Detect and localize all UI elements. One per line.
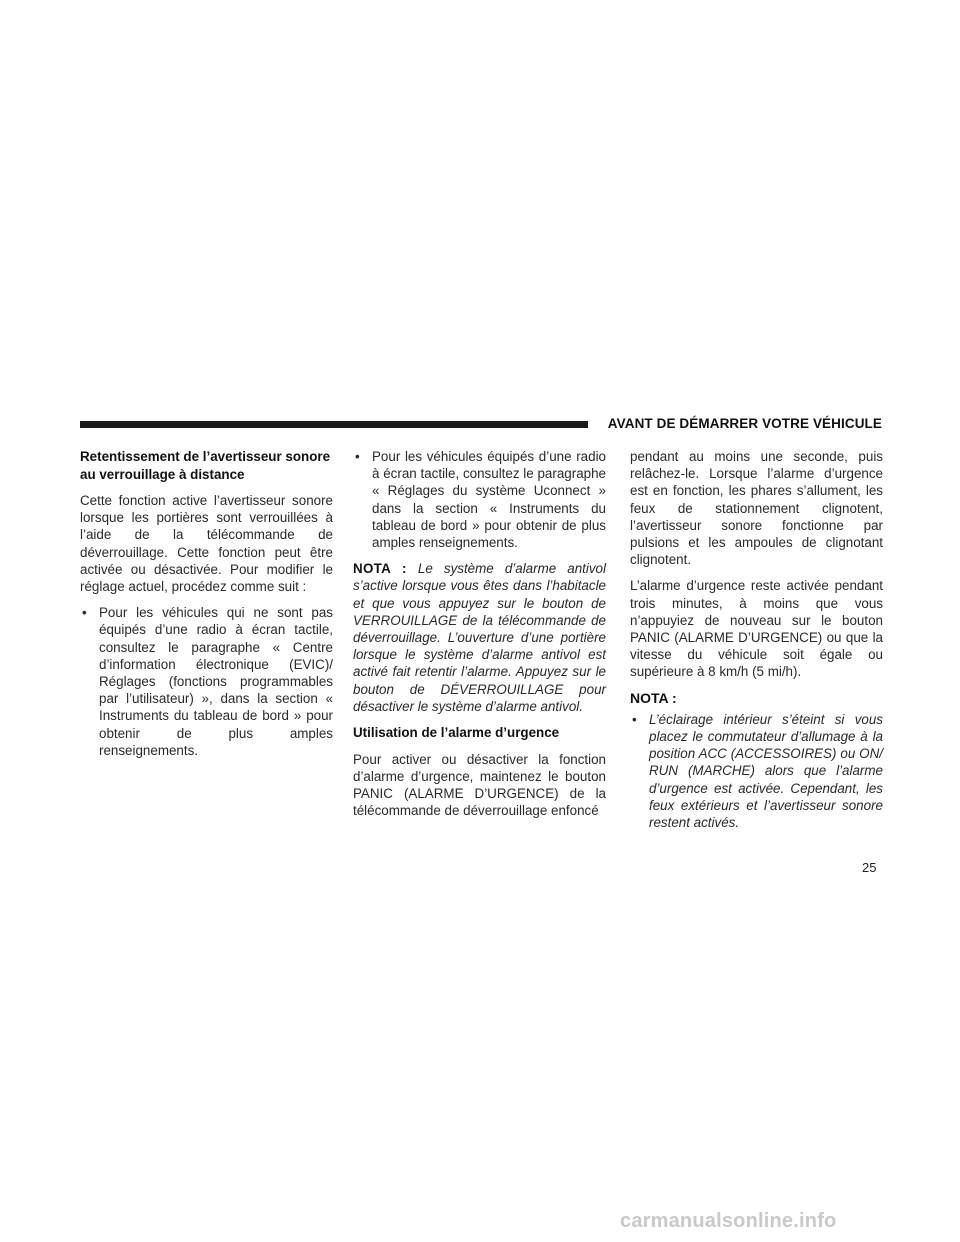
- heading-panic-alarm: Utilisation de l’alarme d’urgence: [353, 725, 560, 741]
- nota-antitheft: [353, 560, 606, 715]
- bullet-dot: •: [355, 449, 360, 464]
- bullet-no-touchscreen: [80, 604, 333, 759]
- bullet-text: L’éclairage intérieur s’éteint si vous placez le commutateur d’allumage à la position ACC (ACCESSOIRES) ou ON/ RUN (MARCHE) alors que l’alarme d’urgence est activée. Cependant, les feux extérieurs et l’avertisseur sonore restent activés.: [649, 711, 883, 831]
- paragraph-panic-continued: pendant au moins une seconde, puis relâchez-le. Lorsque l’alarme d’urgence est en fonction, les phares s’allument, les feux de stationnement clignotent, l’avertisseur sonore fonctionne par pulsions et les ampoules de clignotant clignotent.: [630, 449, 883, 568]
- column-1: [80, 448, 333, 768]
- page-number: 25: [862, 860, 877, 875]
- bullet-dot: •: [82, 605, 87, 621]
- nota-label: NOTA :: [353, 561, 407, 577]
- bullet-text: Pour les véhicules qui ne sont pas équipés d’une radio à écran tactile, consultez le paragraphe « Centre d’information électronique (EVIC)/ Réglages (fonctions programmables par l’utilisateur) », dans la section « Instruments du tableau de bord » pour obtenir de plus amples renseignements.: [99, 605, 333, 758]
- section-title: AVANT DE DÉMARRER VOTRE VÉHICULE: [607, 416, 882, 431]
- header-rule: [80, 421, 588, 428]
- nota-heading: NOTA :: [630, 689, 677, 706]
- paragraph-panic-duration: L’alarme d’urgence reste activée pendant trois minutes, à moins que vous n’appuyiez de nouveau sur le bouton PANIC (ALARME D’URGENCE) ou que la vitesse du véhicule soit égale ou supérieure à 8 km/h (5 mi/h).: [630, 578, 883, 680]
- watermark-logo: carmanualsonline.info: [620, 1210, 837, 1232]
- paragraph-panic-activation: Pour activer ou désactiver la fonction d’alarme d’urgence, maintenez le bouton PANIC (ALARME D’URGENCE) de la télécommande de déverrouillage enfoncé: [353, 751, 606, 819]
- nota-text: Le système d’alarme antivol s’active lorsque vous êtes dans l’habitacle et que vous appuyez sur le bouton de VERROUILLAGE de la télécommande de déverrouillage. L’ouverture d’une portière lorsque le système d’alarme antivol est activé fait retentir l’alarme. Appuyez sur le bouton de DÉVERROUILLAGE pour désactiver le système d’alarme antivol.: [353, 561, 606, 714]
- bullet-text: Pour les véhicules équipés d’une radio à écran tactile, consultez le paragraphe « Réglages du système Uconnect » dans la section « Instruments du tableau de bord » pour obtenir de plus amples renseignements.: [372, 449, 606, 551]
- bullet-dot: •: [632, 711, 637, 727]
- bullet-touchscreen: [353, 448, 606, 551]
- column-3: [630, 448, 883, 840]
- paragraph-horn-function: Cette fonction active l’avertisseur sonore lorsque les portières sont verrouillées à l’aide de la télécommande de déverrouillage. Cette fonction peut être activée ou désactivée. Pour modifier le réglage actuel, procédez comme suit :: [80, 493, 333, 595]
- nota-bullet-interior-light: [630, 711, 883, 831]
- column-2: [353, 448, 606, 828]
- heading-remote-lock-horn: Retentissement de l’avertisseur sonore au verrouillage à distance: [80, 449, 331, 482]
